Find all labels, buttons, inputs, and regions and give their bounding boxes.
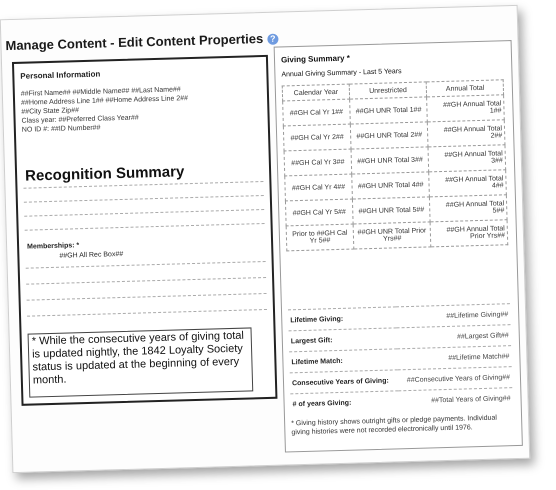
summary-label: # of years Giving: [290, 391, 398, 414]
memberships-label: Memberships: * [27, 242, 80, 251]
header-annual-total: Annual Total [427, 80, 504, 97]
unrestricted-cell: ##GH UNR Total 3## [351, 147, 429, 174]
summary-label: Lifetime Giving: [288, 307, 396, 331]
summary-label: Consecutive Years of Giving: [290, 370, 398, 394]
page-title [5, 31, 278, 54]
summary-label: Lifetime Match: [289, 349, 397, 373]
annual-giving-table [282, 79, 509, 251]
personal-address-line: ##Home Address Line 1## ##Home Address Line 2## [21, 95, 189, 107]
content-properties-panel [0, 5, 530, 473]
annual-total-cell: ##GH Annual Total 2## [428, 120, 505, 147]
recognition-summary-title: Recognition Summary [24, 163, 185, 185]
personal-name-line: ##First Name## ##Middle Name## ##Last Name## [20, 86, 181, 98]
summary-value: ##Lifetime Match## [397, 346, 512, 370]
year-cell: ##GH Cal Yr 4## [285, 174, 353, 201]
annual-total-cell: ##GH Annual Total 1## [427, 95, 504, 122]
year-cell: ##GH Cal Yr 5## [285, 199, 353, 226]
divider [24, 209, 264, 217]
table-row [286, 220, 508, 251]
annual-total-cell: ##GH Annual Total 3## [428, 145, 505, 172]
help-icon[interactable]: ? [267, 34, 278, 45]
header-calendar-year: Calendar Year [282, 84, 349, 101]
year-cell: ##GH Cal Yr 2## [283, 124, 351, 151]
divider [26, 277, 266, 285]
year-cell: ##GH Cal Yr 1## [283, 99, 351, 126]
unrestricted-cell: ##GH UNR Total 5## [352, 197, 430, 224]
year-cell: Prior to ##GH Cal Yr 5## [286, 224, 354, 251]
divider [24, 195, 264, 203]
giving-summary-panel [274, 40, 523, 452]
personal-recognition-panel [12, 55, 278, 406]
summary-value: ##Largest Gift## [396, 325, 511, 349]
personal-information-title: Personal Information [20, 69, 101, 81]
unrestricted-cell: ##GH UNR Total Prior Yrs## [353, 222, 431, 249]
annual-total-cell: ##GH Annual Total 5## [430, 195, 507, 222]
header-unrestricted: Unrestricted [349, 82, 427, 99]
annual-total-cell: ##GH Annual Total Prior Yrs## [430, 220, 507, 247]
memberships-value: ##GH All Rec Box## [59, 250, 124, 260]
summary-label: Largest Gift: [289, 328, 397, 352]
year-cell: ##GH Cal Yr 3## [284, 149, 352, 176]
personal-class-year-line: Class year: ##Preferred Class Year## [21, 114, 139, 125]
unrestricted-cell: ##GH UNR Total 4## [352, 172, 430, 199]
divider [27, 293, 267, 301]
summary-value: ##Lifetime Giving## [396, 304, 511, 328]
personal-city-line: ##City State Zip## [21, 107, 80, 116]
summary-value: ##Total Years of Giving## [398, 388, 513, 412]
unrestricted-cell: ##GH UNR Total 2## [350, 122, 428, 149]
divider [25, 223, 265, 231]
lifetime-summary-table [288, 303, 513, 414]
unrestricted-cell: ##GH UNR Total 1## [350, 97, 428, 124]
annual-total-cell: ##GH Annual Total 4## [429, 170, 506, 197]
summary-value: ##Consecutive Years of Giving## [397, 367, 512, 391]
annual-giving-subtitle: Annual Giving Summary - Last 5 Years [281, 68, 402, 79]
divider [27, 309, 267, 317]
page-title-text: Manage Content - Edit Content Properties [5, 30, 264, 54]
loyalty-society-note: * While the consecutive years of giving total is updated nightly, the 1842 Loyalty Society status is updated at the beginning of every month. [28, 327, 254, 397]
divider [26, 261, 266, 269]
giving-summary-title: Giving Summary * [280, 53, 351, 65]
personal-id-line: NO ID #: ##ID Number## [21, 124, 101, 134]
giving-history-footnote: * Giving history shows outright gifts or pledge payments. Individual giving histories were not recorded electronically until 1976. [291, 414, 498, 437]
